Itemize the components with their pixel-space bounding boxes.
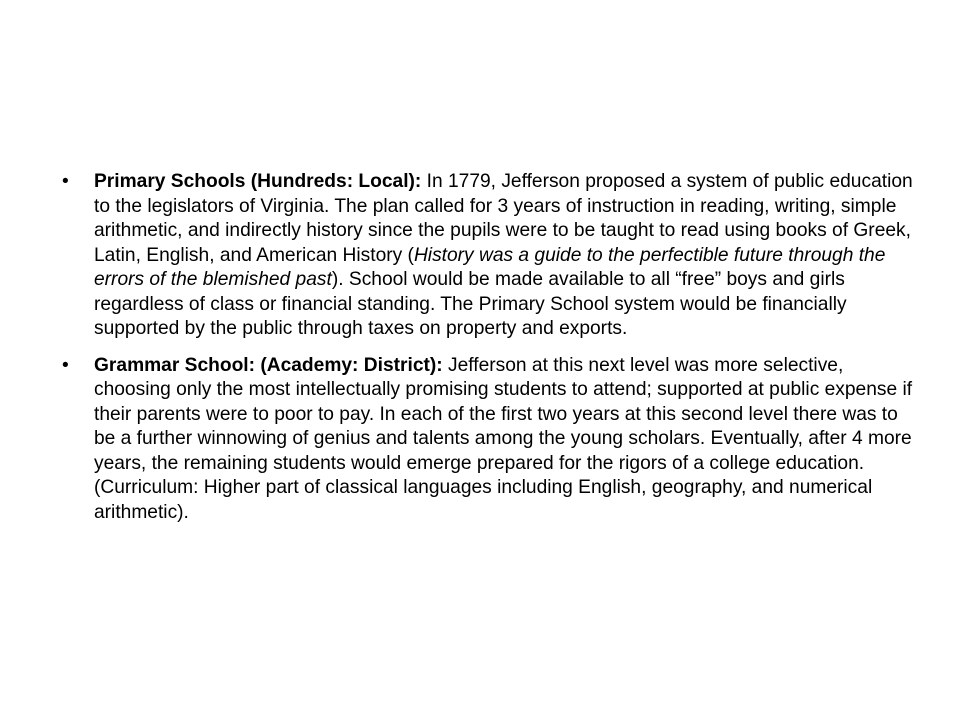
bullet-term: Grammar School: (Academy: District): <box>94 354 443 376</box>
bullet-list <box>62 170 918 537</box>
bullet-text-continued: ). School would be made available to all “free” boys and girls regardless of class or financial standing. The Primary School system would be financially supported by the public through taxes on property and exports. <box>94 269 847 339</box>
bullet-marker: • <box>62 354 69 376</box>
bullet-term: Primary Schools (Hundreds: Local): <box>94 171 422 192</box>
bullet-grammar-school <box>62 354 918 526</box>
bullet-marker: • <box>62 171 69 192</box>
bullet-text: In 1779, Jefferson proposed a system of public education to the legislators of Virginia. The plan called for 3 years of instruction in reading, writing, simple arithmetic, and indirectly history since the pupils were to be taught to read using books of Greek, Latin, English, and American History ( <box>94 171 913 266</box>
bullet-text: Jefferson at this next level was more selective, choosing only the most intellectually promising students to attend; supported at public expense if their parents were to poor to pay. In each of the first two years at this second level there was to be a further winnowing of genius and talents among the young scholars. Eventually, after 4 more years, the remaining students would emerge prepared for the rigors of a college education. (Curriculum: Higher part of classical languages including English, geography, and numerical arithmetic). <box>94 354 913 523</box>
bullet-primary-schools <box>62 170 918 342</box>
bullet-italic-text: History was a guide to the perfectible future through the errors of the blemished past <box>94 244 886 290</box>
